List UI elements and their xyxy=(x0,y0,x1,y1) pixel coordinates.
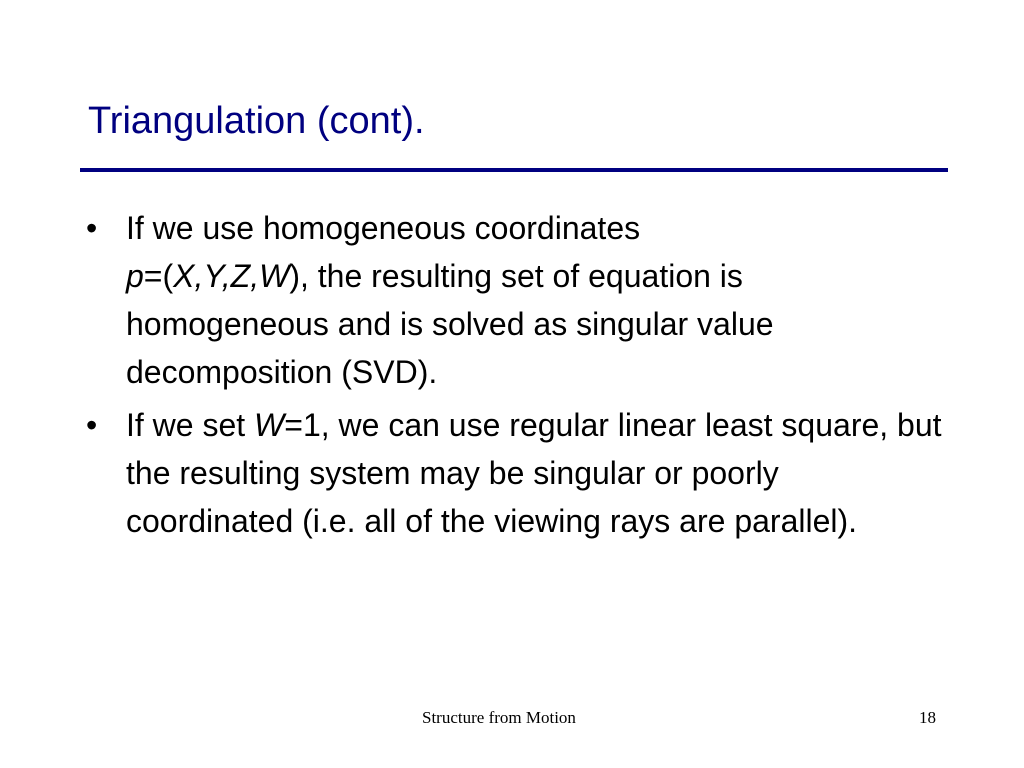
equals-paren: =( xyxy=(143,258,174,294)
bullet-text-end: ), the resulting set of equation is homogeneous and is solved as singular value decomposition (SVD). xyxy=(126,258,774,390)
bullet-icon: • xyxy=(86,407,98,443)
bullet-text-start: If we use homogeneous coordinates xyxy=(126,210,641,246)
variable-w: W xyxy=(254,407,285,443)
variable-xyzw: X,Y,Z,W xyxy=(173,258,290,294)
variable-p: p xyxy=(126,258,144,294)
bullet-text-end: =1, we can use regular linear least square, but the resulting system may be singular or poorly coordinated (i.e. all of the viewing rays are parallel). xyxy=(126,407,942,539)
bullet-icon: • xyxy=(86,210,98,246)
bullet-item-homogeneous xyxy=(86,204,946,396)
bullet-item-w-equals-one xyxy=(86,401,946,545)
title-divider xyxy=(80,168,948,172)
bullet-list xyxy=(86,204,946,550)
page-number: 18 xyxy=(919,708,936,727)
slide-title: Triangulation (cont). xyxy=(88,100,425,142)
bullet-text-start: If we set xyxy=(126,407,255,443)
footer-title: Structure from Motion xyxy=(422,708,576,727)
